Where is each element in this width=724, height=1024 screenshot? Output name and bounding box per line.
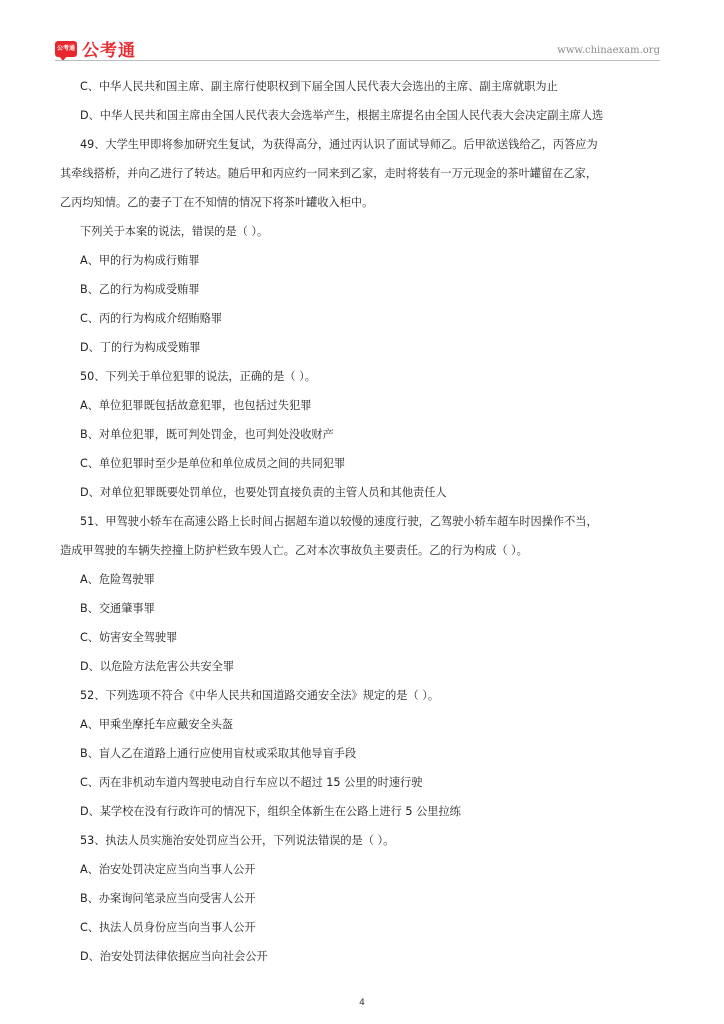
question-49-prompt: 下列关于本案的说法，错误的是（ ）。 [80, 225, 269, 238]
question-49-stem: 49、大学生甲即将参加研究生复试，为获得高分，通过丙认识了面试导师乙。后甲欲送钱给乙，丙答应为 [80, 138, 598, 151]
question-51-stem: 51、甲驾驶小轿车在高速公路上长时间占据超车道以较慢的速度行驶，乙驾驶小轿车超车时因操作不当， [80, 515, 598, 528]
question-53-stem: 53、执法人员实施治安处罚应当公开，下列说法错误的是（ ）。 [80, 834, 395, 847]
question-49-option-b: B、乙的行为构成受贿罪 [80, 283, 200, 296]
option-line: D、中华人民共和国主席由全国人民代表大会选举产生，根据主席提名由全国人民代表大会决定副主席人选 [80, 109, 604, 122]
question-50-option-b: B、对单位犯罪，既可判处罚金，也可判处没收财产 [80, 428, 334, 441]
question-51-option-c: C、妨害安全驾驶罪 [80, 631, 178, 644]
logo-badge: 公考通 [55, 41, 77, 57]
question-51-stem-cont: 造成甲驾驶的车辆失控撞上防护栏致车毁人亡。乙对本次事故负主要责任。乙的行为构成（ ）。 [60, 544, 528, 557]
question-49-option-d: D、丁的行为构成受贿罪 [80, 341, 201, 354]
question-50-option-c: C、单位犯罪时至少是单位和单位成员之间的共同犯罪 [80, 457, 346, 470]
question-53-option-c: C、执法人员身份应当向当事人公开 [80, 921, 256, 934]
question-50-stem: 50、下列关于单位犯罪的说法，正确的是（ ）。 [80, 370, 316, 383]
question-49-option-c: C、丙的行为构成介绍贿赂罪 [80, 312, 223, 325]
question-52-option-b: B、盲人乙在道路上通行应使用盲杖或采取其他导盲手段 [80, 747, 357, 760]
question-51-option-a: A、危险驾驶罪 [80, 573, 155, 586]
question-49-stem-cont: 其牵线搭桥，并向乙进行了转达。随后甲和丙应约一同来到乙家，走时将装有一万元现金的茶叶罐留在乙家， [60, 167, 598, 180]
logo-text: 公考通 [82, 41, 136, 61]
option-line: C、中华人民共和国主席、副主席行使职权到下届全国人民代表大会选出的主席、副主席就职为止 [80, 80, 558, 93]
question-52-option-d: D、某学校在没有行政许可的情况下，组织全体新生在公路上进行 5 公里拉练 [80, 805, 461, 818]
question-50-option-d: D、对单位犯罪既要处罚单位，也要处罚直接负责的主管人员和其他责任人 [80, 486, 447, 499]
page-header [0, 0, 724, 60]
question-53-option-a: A、治安处罚决定应当向当事人公开 [80, 863, 256, 876]
question-49-stem-cont: 乙丙均知情。乙的妻子丁在不知情的情况下将茶叶罐收入柜中。 [60, 196, 374, 209]
question-53-option-d: D、治安处罚法律依据应当向社会公开 [80, 950, 268, 963]
header-divider [55, 60, 660, 61]
question-53-option-b: B、办案询问笔录应当向受害人公开 [80, 892, 256, 905]
question-52-option-c: C、丙在非机动车道内驾驶电动自行车应以不超过 15 公里的时速行驶 [80, 776, 423, 789]
logo [55, 36, 136, 61]
question-51-option-d: D、以危险方法危害公共安全罪 [80, 660, 235, 673]
question-52-option-a: A、甲乘坐摩托车应戴安全头盔 [80, 718, 234, 731]
question-49-option-a: A、甲的行为构成行贿罪 [80, 254, 200, 267]
question-51-option-b: B、交通肇事罪 [80, 602, 155, 615]
question-52-stem: 52、下列选项不符合《中华人民共和国道路交通安全法》规定的是（ ）。 [80, 689, 440, 702]
site-url: www.chinaexam.org [557, 45, 660, 56]
question-50-option-a: A、单位犯罪既包括故意犯罪，也包括过失犯罪 [80, 399, 312, 412]
document-body [60, 72, 670, 971]
page-number: 4 [359, 998, 365, 1008]
